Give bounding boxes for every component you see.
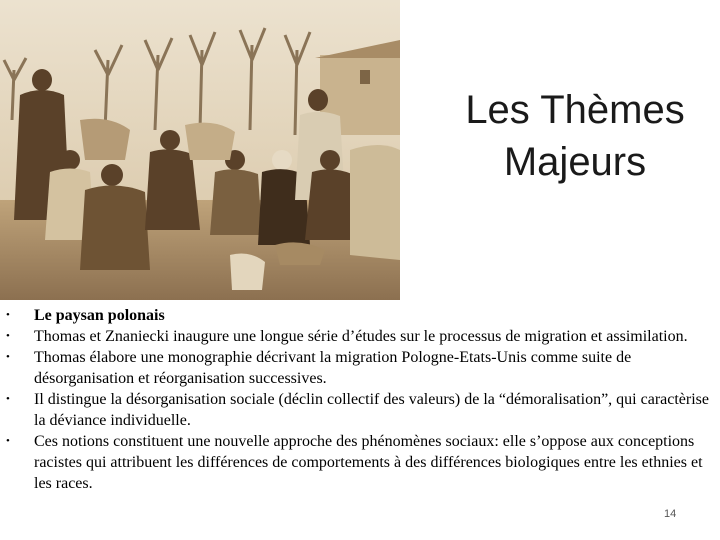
- sepia-photo: [0, 0, 400, 300]
- bullet-dot-icon: •: [6, 393, 10, 405]
- bullet-dot-icon: •: [6, 435, 10, 447]
- bullet-text: Thomas et Znaniecki inaugure une longue série d’études sur le processus de migration et assimilation.: [34, 328, 688, 345]
- list-item: [6, 347, 718, 389]
- bullet-dot-icon: •: [6, 309, 10, 321]
- list-item: [6, 431, 718, 494]
- page-number: 14: [664, 508, 677, 520]
- bullet-text: Le paysan polonais: [34, 307, 165, 324]
- bullet-dot-icon: •: [6, 351, 10, 363]
- bullet-text: Ces notions constituent une nouvelle approche des phénomènes sociaux: elle s’oppose aux conceptions racistes qui attribuent les différences de comportements à des différences biologiques entre les ethnies et les races.: [34, 433, 703, 492]
- slide-title: Les Thèmes Majeurs: [465, 88, 685, 184]
- bullet-text: Thomas élabore une monographie décrivant la migration Pologne-Etats-Unis comme suite de désorganisation et réorganisation successives.: [34, 349, 632, 387]
- list-item: [6, 326, 718, 347]
- list-item: [6, 389, 718, 431]
- bullet-dot-icon: •: [6, 330, 10, 342]
- bullet-text: Il distingue la désorganisation sociale (déclin collectif des valeurs) de la “démoralisation”, qui caractèrise la déviance individuelle.: [34, 391, 709, 429]
- sepia-photo-icon: [0, 0, 400, 300]
- bullet-list: [6, 305, 718, 494]
- list-item: [6, 305, 718, 326]
